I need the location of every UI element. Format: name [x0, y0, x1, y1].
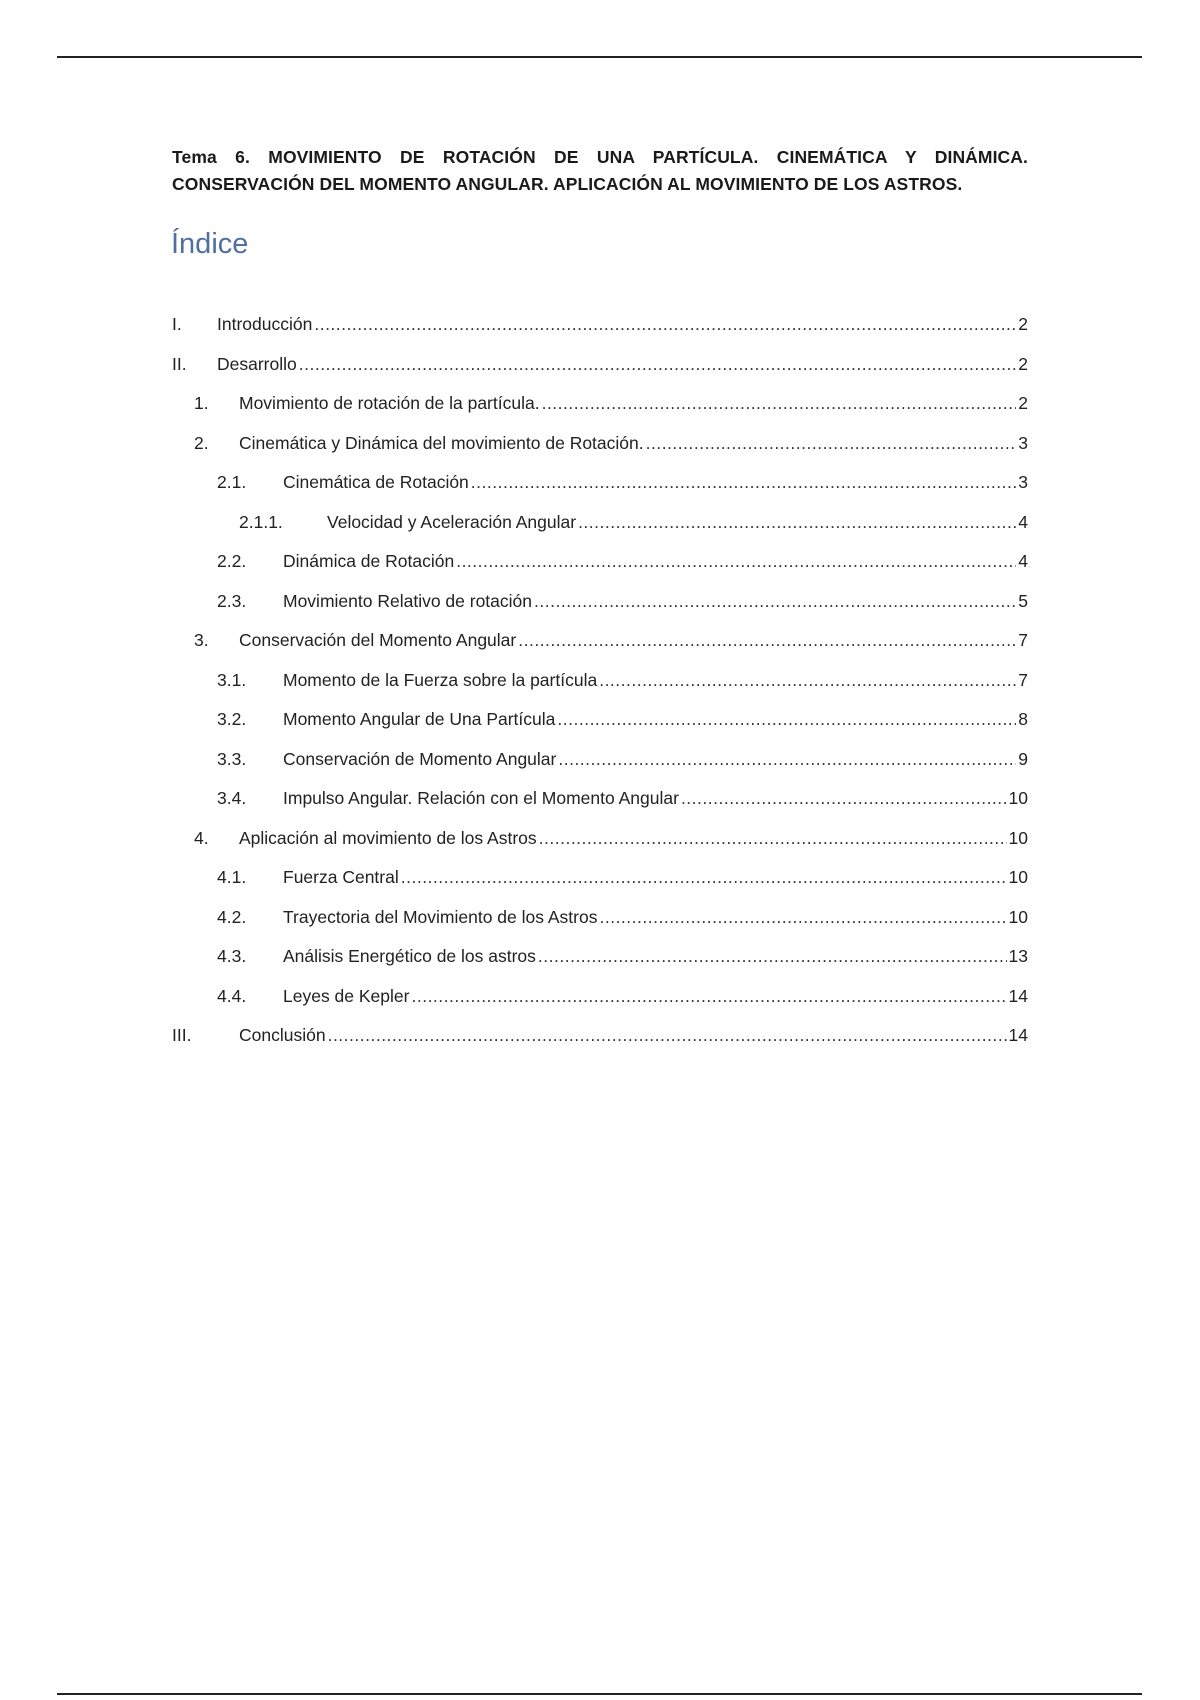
toc-entry-label: Momento de la Fuerza sobre la partícula [283, 669, 598, 690]
toc-leader-dots [518, 626, 1016, 654]
toc-entry-3-4[interactable] [172, 784, 1028, 824]
toc-entry-label: Movimiento Relativo de rotación [283, 590, 533, 611]
toc-leader-dots [557, 705, 1016, 733]
toc-entry-page: 14 [1008, 985, 1028, 1006]
toc-entry-label: Análisis Energético de los astros [283, 946, 536, 966]
document-title: Tema 6. MOVIMIENTO DE ROTACIÓN DE UNA PARTÍCULA. CINEMÁTICA Y DINÁMICA. CONSERVACIÓN DEL MOMENTO ANGULAR. APLICACIÓN AL MOVIMIENTO DE LOS ASTROS. [172, 147, 1028, 194]
toc-entry-label: Dinámica de Rotación [283, 551, 455, 571]
toc-entry-label: Impulso Angular. Relación con el Momento Angular [283, 788, 679, 808]
toc-entry-page: 4 [1018, 551, 1028, 571]
toc-leader-dots [578, 508, 1016, 536]
toc-entry-3-3[interactable] [172, 745, 1028, 785]
toc-leader-dots [542, 389, 1017, 417]
toc-leader-dots [534, 587, 1016, 615]
toc-entry-number: 4.3. [217, 946, 247, 966]
toc-entry-2-2[interactable] [172, 547, 1028, 587]
toc-entry-label: Conservación del Momento Angular [239, 630, 517, 650]
toc-entry-number: 3.4. [217, 788, 247, 808]
toc-leader-dots [328, 1021, 1007, 1049]
toc-leader-dots [681, 784, 1007, 812]
toc-entry-page: 10 [1008, 906, 1028, 927]
toc-leader-dots [456, 547, 1016, 575]
toc-entry-page: 3 [1018, 432, 1028, 453]
toc-entry-page: 10 [1008, 867, 1028, 887]
toc-entry-conclusion[interactable] [172, 1021, 1028, 1061]
toc-entry-page: 10 [1008, 827, 1028, 848]
toc-entry-page: 2 [1018, 353, 1028, 374]
toc-entry-desarrollo[interactable] [172, 350, 1028, 390]
toc-entry-page: 8 [1018, 709, 1028, 729]
toc-leader-dots [599, 666, 1016, 694]
header-rule [57, 56, 1142, 58]
toc-entry-page: 2 [1018, 314, 1028, 334]
toc-entry-number: 2.1. [217, 472, 247, 492]
toc-entry-label: Cinemática y Dinámica del movimiento de Rotación. [239, 432, 644, 453]
toc-entry-number: 2.3. [217, 590, 247, 611]
toc-entry-introduccion[interactable] [172, 310, 1028, 350]
toc-entry-page: 4 [1018, 511, 1028, 532]
toc-entry-2-1-1[interactable] [172, 508, 1028, 548]
toc-entry-page: 5 [1018, 590, 1028, 611]
toc-leader-dots [538, 942, 1007, 970]
toc-heading: Índice [171, 228, 249, 260]
toc-entry-page: 9 [1018, 748, 1028, 769]
footer-rule [57, 1693, 1142, 1695]
table-of-contents [172, 310, 1028, 1061]
toc-leader-dots [314, 310, 1016, 338]
toc-entry-number: I. [172, 314, 182, 334]
toc-entry-label: Trayectoria del Movimiento de los Astros [283, 906, 598, 927]
toc-entry-label: Leyes de Kepler [283, 985, 410, 1006]
toc-entry-page: 10 [1008, 788, 1028, 808]
toc-entry-3[interactable] [172, 626, 1028, 666]
toc-leader-dots [401, 863, 1007, 891]
toc-entry-number: 2.1.1. [239, 511, 283, 532]
toc-entry-page: 3 [1018, 472, 1028, 492]
toc-entry-page: 13 [1008, 946, 1028, 966]
toc-entry-number: 4.1. [217, 867, 247, 887]
toc-entry-label: Introducción [217, 314, 313, 334]
toc-entry-2-1[interactable] [172, 468, 1028, 508]
toc-entry-4-3[interactable] [172, 942, 1028, 982]
toc-entry-3-2[interactable] [172, 705, 1028, 745]
toc-entry-4-4[interactable] [172, 982, 1028, 1022]
toc-leader-dots [299, 350, 1017, 378]
toc-entry-label: Aplicación al movimiento de los Astros [239, 827, 537, 848]
toc-entry-4-2[interactable] [172, 903, 1028, 943]
toc-entry-4-1[interactable] [172, 863, 1028, 903]
toc-entry-label: Velocidad y Aceleración Angular [327, 511, 577, 532]
toc-entry-number: 1. [194, 393, 209, 413]
toc-entry-number: III. [172, 1025, 192, 1045]
toc-entry-number: 4.2. [217, 906, 247, 927]
toc-entry-number: 2. [194, 432, 209, 453]
toc-entry-2[interactable] [172, 429, 1028, 469]
toc-entry-number: 4.4. [217, 985, 247, 1006]
toc-entry-label: Momento Angular de Una Partícula [283, 709, 556, 729]
toc-entry-number: 3.1. [217, 669, 247, 690]
toc-entry-page: 7 [1018, 630, 1028, 650]
toc-entry-page: 14 [1008, 1025, 1028, 1045]
toc-entry-number: II. [172, 353, 187, 374]
toc-entry-number: 2.2. [217, 551, 247, 571]
toc-entry-label: Conclusión [239, 1025, 326, 1045]
toc-leader-dots [558, 745, 1016, 773]
toc-entry-4[interactable] [172, 824, 1028, 864]
toc-entry-number: 3. [194, 630, 209, 650]
toc-entry-label: Conservación de Momento Angular [283, 748, 557, 769]
toc-leader-dots [539, 824, 1007, 852]
toc-entry-page: 2 [1018, 393, 1028, 413]
toc-entry-number: 3.2. [217, 709, 247, 729]
toc-leader-dots [471, 468, 1016, 496]
toc-entry-label: Fuerza Central [283, 867, 399, 887]
toc-entry-number: 4. [194, 827, 209, 848]
toc-entry-label: Desarrollo [217, 353, 297, 374]
toc-entry-3-1[interactable] [172, 666, 1028, 706]
toc-entry-number: 3.3. [217, 748, 247, 769]
toc-entry-2-3[interactable] [172, 587, 1028, 627]
toc-entry-label: Cinemática de Rotación [283, 472, 469, 492]
toc-entry-label: Movimiento de rotación de la partícula. [239, 393, 540, 413]
toc-leader-dots [599, 903, 1006, 931]
toc-entry-1[interactable] [172, 389, 1028, 429]
toc-entry-page: 7 [1018, 669, 1028, 690]
toc-leader-dots [411, 982, 1006, 1010]
toc-leader-dots [646, 429, 1017, 457]
